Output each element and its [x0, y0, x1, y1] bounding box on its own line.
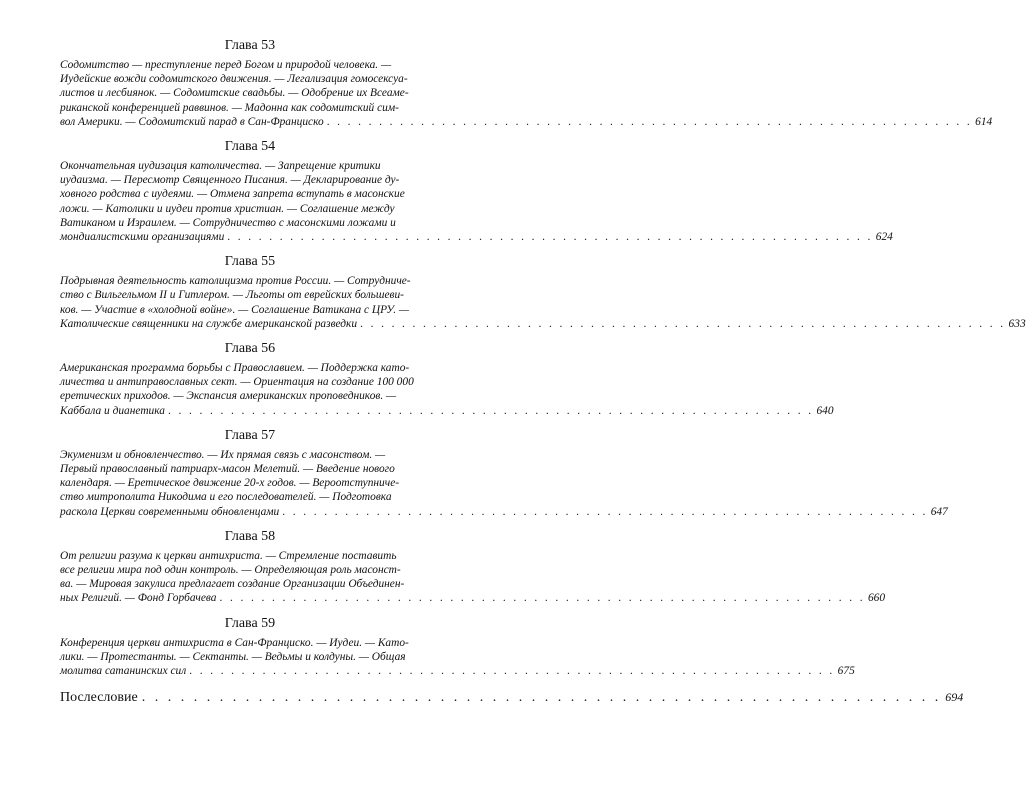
summary-line: Иудейские вожди содомитского движения. — Легализация гомосексуа- [60, 73, 408, 86]
summary-line: календаря. — Еретическое движение 20-х годов. — Вероотступниче- [60, 477, 400, 490]
dot-leader: . . . . . . . . . . . . . . . . . . . . . . . . . . . . . . . . . . . . . . . . . . . . . . . . . . . . . . . . . . . . . . [141, 690, 942, 706]
summary-line: мондиалистскими организациями [60, 231, 225, 244]
chapter-title: Глава 57 [224, 427, 276, 443]
chapter-title: Глава 53 [224, 38, 276, 53]
chapter-summary [60, 159, 893, 244]
afterword-entry [60, 688, 964, 707]
dot-leader: . . . . . . . . . . . . . . . . . . . . . . . . . . . . . . . . . . . . . . . . . . . . . . . . . . . . . . . . . . . . . . [189, 665, 835, 678]
summary-line: Ватиканом и Израилем. — Сотрудничество с масонскими ложами и [60, 216, 396, 229]
page-number: 694 [945, 690, 964, 705]
page-number: 675 [837, 665, 855, 678]
summary-last-line [60, 591, 886, 605]
summary-line: Первый православный патриарх-масон Мелетий. — Введение нового [60, 463, 395, 476]
chapter-entry [60, 341, 834, 418]
summary-line: Каббала и дианетика [60, 404, 165, 417]
afterword-label: Послесловие [60, 690, 138, 706]
chapter-summary [60, 58, 993, 129]
chapter-title: Глава 56 [224, 341, 276, 357]
summary-line: все религии мира под один контроль. — Определяющая роль масонст- [60, 564, 401, 577]
summary-line: иудаизма. — Пересмотр Священного Писания. — Декларирование ду- [60, 174, 400, 187]
summary-line: От религии разума к церкви антихриста. — Стремление поставить [60, 549, 397, 562]
summary-line: ков. — Участие в «холодной войне». — Соглашение Ватикана с ЦРУ. — [60, 303, 410, 316]
chapter-entry [60, 427, 948, 519]
dot-leader: . . . . . . . . . . . . . . . . . . . . . . . . . . . . . . . . . . . . . . . . . . . . . . . . . . . . . . . . . . . . . . [360, 317, 1006, 330]
summary-line: ных Религий. — Фонд Горбачева [60, 592, 217, 605]
chapter-summary [60, 448, 948, 519]
dot-leader: . . . . . . . . . . . . . . . . . . . . . . . . . . . . . . . . . . . . . . . . . . . . . . . . . . . . . . . . . . . . . . [219, 592, 865, 605]
chapter-title: Глава 58 [224, 528, 276, 544]
summary-line: личества и антиправославных сект. — Ориентация на создание 100 000 [60, 376, 414, 389]
page-number: 624 [875, 231, 893, 244]
page-number: 640 [816, 404, 834, 417]
summary-last-line [60, 404, 834, 418]
summary-line: риканской конференцией раввинов. — Мадонна как содомитский сим- [60, 101, 399, 114]
summary-line: Экуменизм и обновленчество. — Их прямая связь с масонством. — [60, 448, 386, 461]
chapter-entry [60, 38, 993, 129]
chapter-title: Глава 54 [224, 139, 276, 155]
summary-line: ва. — Мировая закулиса предлагает создание Организации Объединен- [60, 578, 405, 591]
chapter-entry [60, 254, 1026, 331]
chapter-summary [60, 361, 834, 418]
chapter-summary [60, 274, 1026, 331]
summary-line: раскола Церкви современными обновленцами [60, 505, 280, 518]
dot-leader: . . . . . . . . . . . . . . . . . . . . . . . . . . . . . . . . . . . . . . . . . . . . . . . . . . . . . . . . . . . . . . [227, 231, 873, 244]
summary-last-line [60, 505, 948, 519]
summary-line: Конференция церкви антихриста в Сан-Франциско. — Иудеи. — Като- [60, 636, 409, 649]
summary-last-line [60, 317, 1026, 331]
chapter-title: Глава 55 [224, 254, 276, 270]
chapter-summary [60, 549, 886, 606]
summary-line: лики. — Протестанты. — Сектанты. — Ведьмы и колдуны. — Общая [60, 650, 406, 663]
summary-line: Американская программа борьбы с Православием. — Поддержка като- [60, 362, 410, 375]
summary-line: Подрывная деятельность католицизма против России. — Сотрудниче- [60, 275, 411, 288]
summary-line: ховного родства с иудеями. — Отмена запрета вступать в масонские [60, 188, 405, 201]
summary-line: ложи. — Католики и иудеи против христиан. — Соглашение между [60, 202, 395, 215]
summary-last-line [60, 230, 893, 244]
summary-line: ство с Вильгельмом II и Гитлером. — Льготы от еврейских большеви- [60, 289, 404, 302]
page-number: 633 [1008, 317, 1026, 330]
chapter-entry [60, 528, 886, 606]
summary-last-line [60, 664, 855, 678]
summary-line: еретических приходов. — Экспансия американских проповедников. — [60, 390, 397, 403]
dot-leader: . . . . . . . . . . . . . . . . . . . . . . . . . . . . . . . . . . . . . . . . . . . . . . . . . . . . . . . . . . . . . . [326, 115, 973, 128]
summary-line: вол Америки. — Содомитский парад в Сан-Франциско [60, 115, 324, 128]
summary-line: листов и лесбиянок. — Содомитские свадьбы. — Одобрение их Всеаме- [60, 87, 409, 100]
chapter-entry [60, 139, 893, 244]
summary-line: молитва сатанинских сил [60, 665, 187, 678]
dot-leader: . . . . . . . . . . . . . . . . . . . . . . . . . . . . . . . . . . . . . . . . . . . . . . . . . . . . . . . . . . . . . . [167, 404, 814, 417]
chapter-summary [60, 636, 855, 679]
summary-line: Католические священники на службе американской разведки [60, 317, 358, 330]
dot-leader: . . . . . . . . . . . . . . . . . . . . . . . . . . . . . . . . . . . . . . . . . . . . . . . . . . . . . . . . . . . . . . [282, 505, 928, 518]
page-number: 660 [867, 592, 886, 605]
summary-last-line [60, 115, 993, 129]
page-number: 647 [930, 505, 948, 518]
summary-line: Окончательная иудизация католичества. — Запрещение критики [60, 160, 381, 173]
summary-line: Содомитство — преступление перед Богом и природой человека. — [60, 59, 392, 71]
chapter-title: Глава 59 [224, 615, 276, 631]
summary-line: ство митрополита Никодима и его последователей. — Подготовка [60, 491, 392, 504]
page-number: 614 [975, 115, 993, 128]
table-of-contents [60, 38, 1026, 707]
chapter-entry [60, 615, 855, 679]
